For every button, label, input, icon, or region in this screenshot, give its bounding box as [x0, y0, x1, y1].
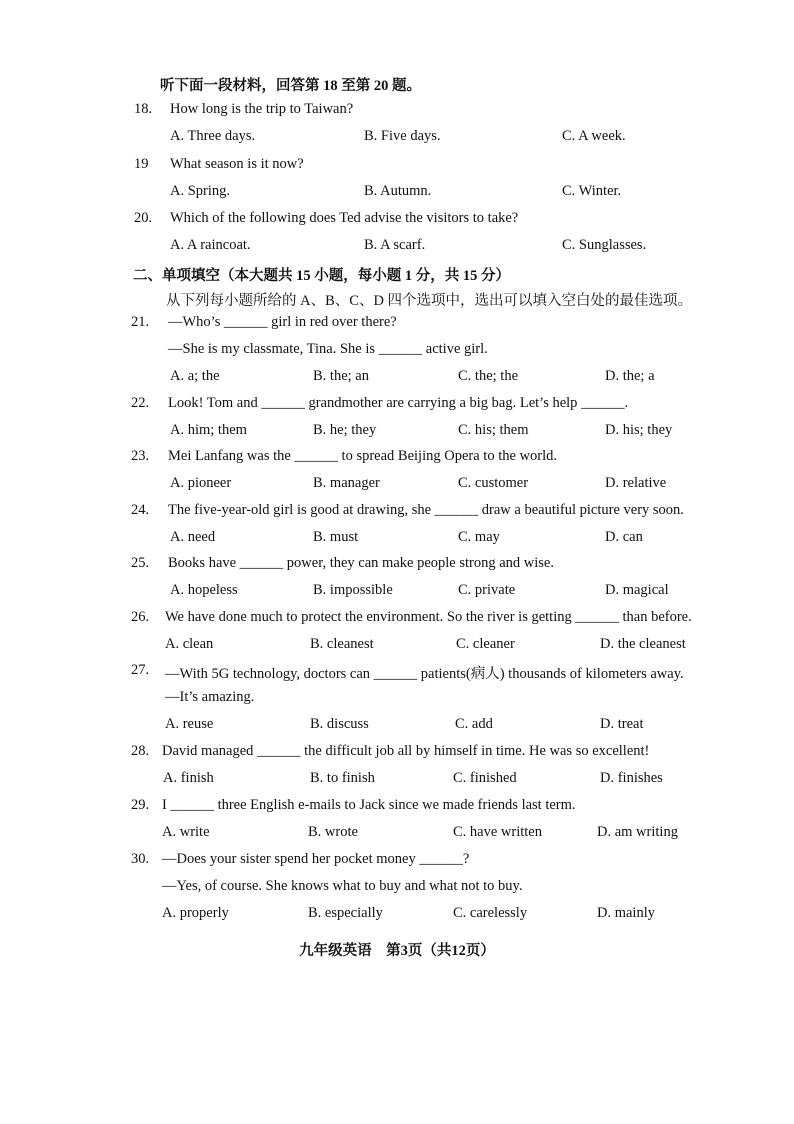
answer-option: C. finished [453, 770, 517, 786]
answer-option: C. may [458, 529, 500, 545]
question-text: Which of the following does Ted advise the visitors to take? [170, 210, 519, 226]
answer-option: D. can [605, 529, 643, 545]
answer-option: A. A raincoat. [170, 237, 251, 253]
question-number: 19 [134, 156, 149, 172]
answer-option: B. especially [308, 905, 383, 921]
question-number: 18. [134, 101, 153, 117]
answer-option: C. add [455, 716, 493, 732]
question-number: 21. [131, 314, 150, 330]
answer-option: C. have written [453, 824, 542, 840]
question-number: 26. [131, 609, 150, 625]
answer-option: A. a; the [170, 368, 220, 384]
answer-option: C. the; the [458, 368, 519, 384]
answer-option: A. properly [162, 905, 229, 921]
answer-option: D. finishes [600, 770, 663, 786]
answer-option: A. pioneer [170, 475, 232, 491]
question-number: 22. [131, 395, 150, 411]
answer-option: B. Autumn. [364, 183, 432, 199]
answer-option: D. treat [600, 716, 644, 732]
page-footer: 九年级英语 第3页（共12页） [299, 943, 495, 959]
question-number: 27. [131, 662, 150, 678]
question-text: —It’s amazing. [165, 689, 255, 705]
answer-option: A. need [170, 529, 216, 545]
answer-option: B. impossible [313, 582, 393, 598]
answer-option: D. magical [605, 582, 669, 598]
answer-option: A. him; them [170, 422, 247, 438]
answer-option: B. manager [313, 475, 380, 491]
answer-option: A. hopeless [170, 582, 238, 598]
answer-option: D. the; a [605, 368, 655, 384]
answer-option: B. must [313, 529, 359, 545]
question-number: 20. [134, 210, 153, 226]
answer-option: D. mainly [597, 905, 655, 921]
section-title: 二、单项填空（本大题共 15 小题，每小题 1 分，共 15 分） [133, 268, 510, 284]
question-text: The five-year-old girl is good at drawing, she ______ draw a beautiful picture very soon. [168, 502, 684, 518]
question-text: —With 5G technology, doctors can ______ patients(病人) thousands of kilometers away. [165, 666, 684, 682]
question-number: 28. [131, 743, 150, 759]
question-number: 30. [131, 851, 150, 867]
answer-option: B. discuss [310, 716, 369, 732]
answer-option: A. clean [165, 636, 214, 652]
question-text: Books have ______ power, they can make people strong and wise. [168, 555, 554, 571]
answer-option: A. Spring. [170, 183, 231, 199]
answer-option: B. he; they [313, 422, 377, 438]
answer-option: D. his; they [605, 422, 673, 438]
answer-option: C. his; them [458, 422, 529, 438]
question-number: 23. [131, 448, 150, 464]
answer-option: B. wrote [308, 824, 358, 840]
question-text: —Who’s ______ girl in red over there? [168, 314, 397, 330]
question-number: 24. [131, 502, 150, 518]
answer-option: B. A scarf. [364, 237, 426, 253]
answer-option: D. relative [605, 475, 667, 491]
answer-option: A. reuse [165, 716, 214, 732]
answer-option: A. write [162, 824, 210, 840]
answer-option: A. Three days. [170, 128, 256, 144]
question-text: —She is my classmate, Tina. She is ______ active girl. [168, 341, 488, 357]
answer-option: C. Winter. [562, 183, 622, 199]
question-text: —Yes, of course. She knows what to buy and what not to buy. [162, 878, 523, 894]
question-text: We have done much to protect the environment. So the river is getting ______ than before. [165, 609, 692, 625]
answer-option: D. the cleanest [600, 636, 686, 652]
answer-option: C. Sunglasses. [562, 237, 647, 253]
section-instruction: 从下列每小题所给的 A、B、C、D 四个选项中，选出可以填入空白处的最佳选项。 [166, 293, 693, 309]
question-text: I ______ three English e-mails to Jack since we made friends last term. [162, 797, 576, 813]
answer-option: C. A week. [562, 128, 626, 144]
answer-option: C. customer [458, 475, 529, 491]
question-text: Look! Tom and ______ grandmother are carrying a big bag. Let’s help ______. [168, 395, 629, 411]
question-number: 29. [131, 797, 150, 813]
question-text: How long is the trip to Taiwan? [170, 101, 354, 117]
question-text: —Does your sister spend her pocket money ______? [162, 851, 470, 867]
listening-intro: 听下面一段材料，回答第 18 至第 20 题。 [160, 78, 421, 94]
answer-option: B. to finish [310, 770, 375, 786]
answer-option: A. finish [163, 770, 214, 786]
answer-option: C. cleaner [456, 636, 515, 652]
question-text: What season is it now? [170, 156, 304, 172]
question-text: David managed ______ the difficult job all by himself in time. He was so excellent! [162, 743, 650, 759]
answer-option: D. am writing [597, 824, 678, 840]
answer-option: C. carelessly [453, 905, 528, 921]
question-number: 25. [131, 555, 150, 571]
answer-option: B. cleanest [310, 636, 374, 652]
question-text: Mei Lanfang was the ______ to spread Beijing Opera to the world. [168, 448, 557, 464]
answer-option: C. private [458, 582, 516, 598]
answer-option: B. the; an [313, 368, 369, 384]
answer-option: B. Five days. [364, 128, 441, 144]
